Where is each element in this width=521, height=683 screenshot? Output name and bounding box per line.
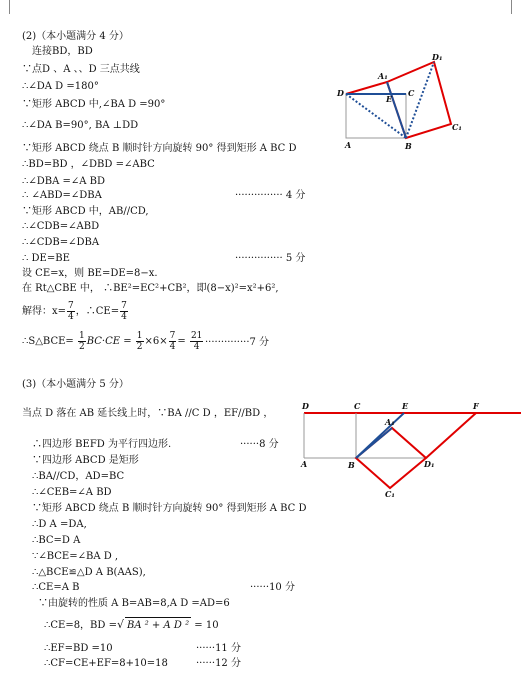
part3-line-4: ∴BA//CD，AD=BC xyxy=(32,471,125,482)
solve-prefix: 解得：x= xyxy=(22,306,67,317)
fig2-label-e: E xyxy=(402,401,409,411)
fig2-label-d: D xyxy=(302,401,309,411)
part2-line-2: ∵点D 、A 、、D 三点共线 xyxy=(22,64,140,75)
fig2-label-b: B xyxy=(348,460,355,470)
part2-line-10: ∵矩形 ABCD 中，AB//CD, xyxy=(22,206,149,217)
part2-line-4: ∵矩形 ABCD 中,∠BA D =90° xyxy=(22,99,166,110)
part2-solve-line xyxy=(22,300,129,324)
part3-heading: (3)（本小题满分 5 分） xyxy=(22,379,129,390)
x-fraction: $\frac{7}{4}$ xyxy=(68,301,74,322)
figure-1 xyxy=(330,52,470,162)
part2-line-8: ∴∠DBA =∠A BD xyxy=(22,176,106,187)
sqrt-expression: BA ² + A D ² xyxy=(125,617,191,634)
figure-2 xyxy=(296,398,521,500)
ce-fraction-2: $\frac{7}{4}$ xyxy=(169,331,176,352)
part2-line-15: 在 Rt△CBE 中， ∴BE²=EC²+CB²，即(8−x)²=x²+6², xyxy=(22,283,279,294)
ce-bd-prefix: ∴CE=8，BD = xyxy=(44,620,117,631)
part3-line-2: ∴四边形 BEFD 为平行四边形. xyxy=(32,439,172,450)
half-fraction: $\frac{1}{2}$ xyxy=(78,331,85,352)
area-prefix: ∴S△BCE= xyxy=(22,336,74,347)
fig2-line-ba1 xyxy=(356,428,392,458)
part3-line-11: ∴CE=A B xyxy=(32,582,80,593)
eq-text: = xyxy=(177,336,186,347)
part3-line-12: ∵由旋转的性质 A B=AB=8,A D =AD=6 xyxy=(38,598,230,609)
part2-line-6: ∵矩形 ABCD 绕点 B 顺时针方向旋转 90° 得到矩形 A BC D xyxy=(22,143,297,154)
part3-line-6: ∵矩形 ABCD 绕点 B 顺时针方向旋转 90° 得到矩形 A BC D xyxy=(32,503,307,514)
solve-mid: ，∴CE= xyxy=(75,306,120,317)
fig1-line-ba1 xyxy=(387,82,406,138)
times-text: ×6× xyxy=(144,336,168,347)
crop-mark-left xyxy=(9,0,10,14)
fig1-line-bd1 xyxy=(406,62,434,138)
fig1-label-e: E xyxy=(386,94,393,104)
part2-heading: (2)（本小题满分 4 分） xyxy=(22,31,129,42)
fig2-label-c: C xyxy=(354,401,361,411)
fig1-label-b: B xyxy=(405,141,412,151)
part3-ef-line: ∴EF=BD =10 xyxy=(44,643,113,654)
ce-bd-suffix: = 10 xyxy=(194,620,219,631)
area-result-fraction: $\frac{21}{4}$ xyxy=(190,331,203,352)
fig2-label-d1: D₁ xyxy=(424,459,435,469)
part2-mark-5: ··············· 5 分 xyxy=(235,253,306,264)
part3-line-8: ∴BC=D A xyxy=(32,535,81,546)
part3-line-5: ∴∠CEB=∠A BD xyxy=(32,487,112,498)
part2-line-1: 连接BD，BD xyxy=(32,46,93,57)
fig2-label-a: A xyxy=(301,459,308,469)
part3-cf-line: ∴CF=CE+EF=8+10=18 xyxy=(44,658,168,669)
part2-mark-7: ··············7 分 xyxy=(205,337,270,348)
part3-mark-11: ······11 分 xyxy=(196,643,241,654)
part2-mark-4: ··············· 4 分 xyxy=(235,190,306,201)
fig1-label-d1: D₁ xyxy=(432,52,443,62)
part3-mark-10: ······10 分 xyxy=(250,582,295,593)
fig2-label-a1: A₁ xyxy=(385,417,395,427)
part2-line-14: 设 CE=x，则 BE=DE=8−x. xyxy=(22,268,158,279)
part3-line-1: 当点 D 落在 AB 延长线上时，∵BA //C D ，EF//BD ， xyxy=(22,408,274,419)
part3-line-3: ∵四边形 ABCD 是矩形 xyxy=(32,455,139,466)
fig1-label-c: C xyxy=(408,88,415,98)
part3-mark-12: ······12 分 xyxy=(196,658,241,669)
fig1-label-d: D xyxy=(337,88,344,98)
bc-ce-text: BC·CE = xyxy=(86,336,132,347)
fig1-label-a: A xyxy=(345,140,352,150)
part2-line-12: ∴∠CDB=∠DBA xyxy=(22,237,100,248)
fig2-label-c1: C₁ xyxy=(385,489,395,499)
part3-line-10: ∴△BCE≌△D A B(AAS), xyxy=(32,567,146,578)
part2-line-13: ∴ DE=BE xyxy=(22,253,70,264)
fig2-label-f: F xyxy=(473,401,479,411)
part2-line-5: ∴∠DA B=90°, BA ⊥DD xyxy=(22,120,139,131)
part2-line-7: ∴BD=BD ，∠DBD =∠ABC xyxy=(22,159,155,170)
part2-line-9: ∴ ∠ABD=∠DBA xyxy=(22,190,102,201)
part3-line-7: ∴D A =DA, xyxy=(32,519,87,530)
fig1-line-bd xyxy=(346,94,406,138)
fig2-line-fd1 xyxy=(426,413,476,458)
part3-ce-bd-line: ∴CE=8，BD =√ BA ² + A D ² = 10 xyxy=(44,617,219,634)
part3-line-9: ∵∠BCE=∠BA D , xyxy=(32,551,119,562)
part2-line-3: ∴∠DA D =180° xyxy=(22,81,99,92)
part2-area-line xyxy=(22,330,204,354)
ce-fraction: $\frac{7}{4}$ xyxy=(121,301,127,322)
crop-mark-right xyxy=(511,0,512,14)
fig1-label-a1: A₁ xyxy=(378,71,388,81)
fig1-label-c1: C₁ xyxy=(452,122,462,132)
fig1-line-da1 xyxy=(346,82,387,94)
half-fraction-2: $\frac{1}{2}$ xyxy=(136,331,143,352)
part3-mark-8: ······8 分 xyxy=(240,439,279,450)
part2-line-11: ∴∠CDB=∠ABD xyxy=(22,221,100,232)
